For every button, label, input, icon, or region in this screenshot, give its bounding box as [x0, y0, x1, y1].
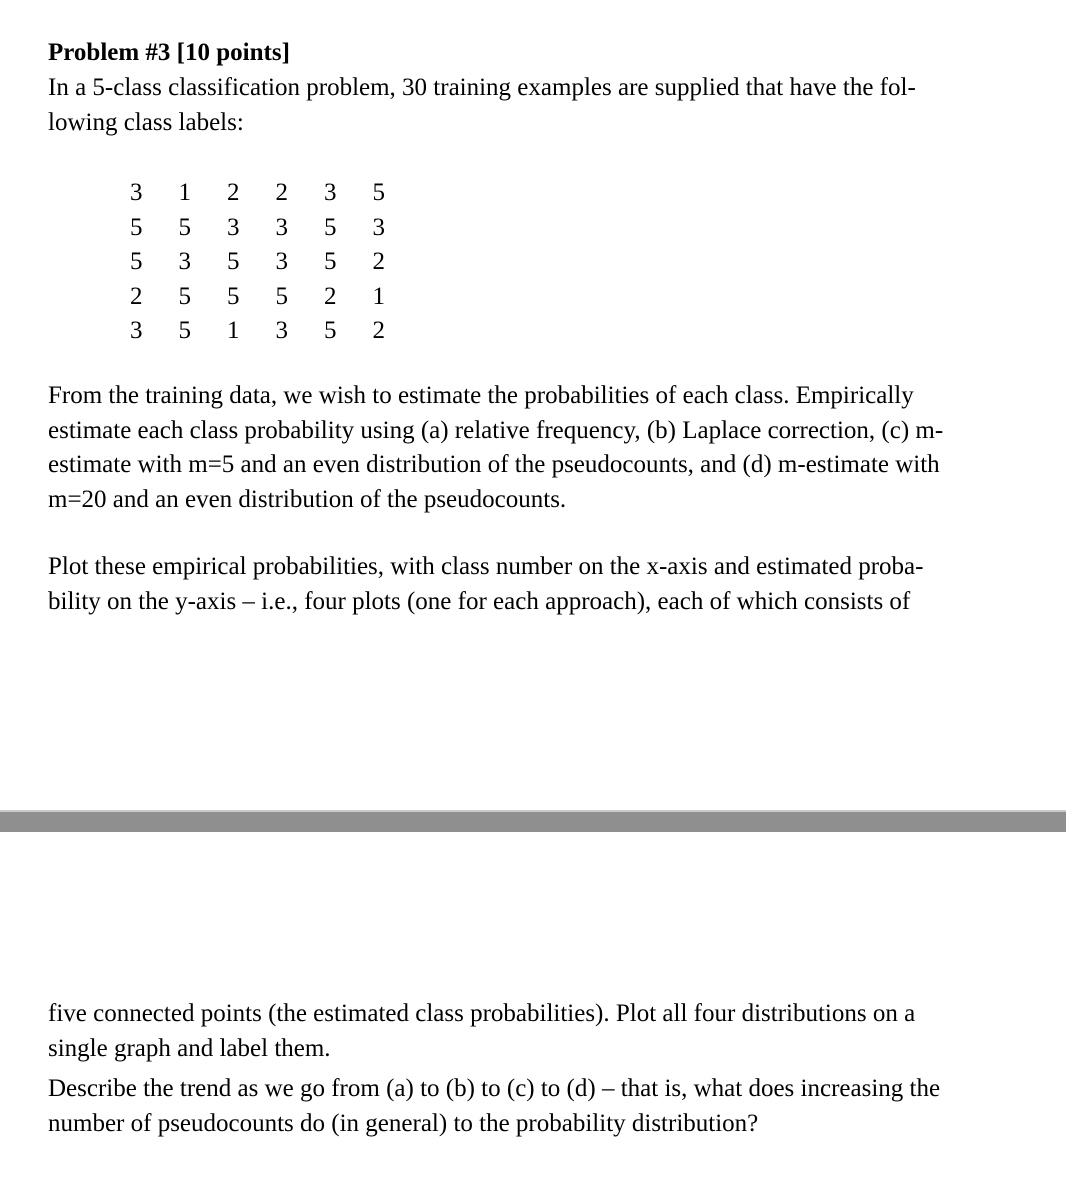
plot-line: five connected points (the estimated class probabilities). Plot all four distributions on a [48, 1000, 916, 1027]
label-cell: 5 [178, 213, 191, 241]
label-cell: 5 [178, 282, 191, 310]
label-cell: 1 [178, 179, 191, 207]
plot-paragraph-bottom [48, 997, 1038, 1066]
label-cell: 5 [227, 248, 240, 276]
label-cell: 3 [178, 248, 191, 276]
intro-paragraph [48, 71, 1038, 140]
label-cell: 5 [227, 282, 240, 310]
label-cell: 3 [324, 179, 337, 207]
labels-row-5 [112, 314, 403, 349]
class-labels-table [112, 176, 403, 349]
label-cell: 2 [324, 282, 337, 310]
label-cell: 5 [324, 213, 337, 241]
plot-paragraph-top [48, 550, 1038, 619]
label-cell: 3 [275, 213, 288, 241]
plot-line: bility on the y-axis – i.e., four plots (one for each approach), each of which consists of [48, 587, 911, 615]
label-cell: 2 [372, 248, 385, 276]
labels-row-3 [112, 245, 403, 280]
label-cell: 1 [372, 282, 385, 310]
plot-line: single graph and label them. [48, 1034, 331, 1062]
intro-line: In a 5-class classification problem, 30 training examples are supplied that have the fol- [48, 74, 916, 101]
label-cell: 5 [178, 317, 191, 345]
label-cell: 5 [130, 248, 143, 276]
label-cell: 2 [227, 179, 240, 207]
label-cell: 2 [275, 179, 288, 207]
label-cell: 3 [130, 179, 143, 207]
problem-title: Problem #3 [10 points] [48, 39, 290, 66]
label-cell: 5 [130, 213, 143, 241]
labels-row-1 [112, 176, 403, 211]
label-cell: 5 [324, 317, 337, 345]
trend-line: number of pseudocounts do (in general) to the probability distribution? [48, 1109, 759, 1137]
label-cell: 3 [275, 248, 288, 276]
labels-row-4 [112, 280, 403, 315]
label-cell: 5 [275, 282, 288, 310]
plot-line: Plot these empirical probabilities, with class number on the x-axis and estimated proba- [48, 553, 924, 580]
label-cell: 3 [130, 317, 143, 345]
labels-row-2 [112, 211, 403, 246]
label-cell: 3 [227, 213, 240, 241]
trend-line: Describe the trend as we go from (a) to (b) to (c) to (d) – that is, what does increasing the [48, 1075, 941, 1102]
label-cell: 1 [227, 317, 240, 345]
label-cell: 5 [324, 248, 337, 276]
page-bottom [0, 832, 1066, 1198]
estimate-paragraph [48, 379, 1038, 517]
trend-paragraph [48, 1072, 1038, 1141]
estimate-line: From the training data, we wish to estimate the probabilities of each class. Empirically [48, 382, 914, 409]
intro-line: lowing class labels: [48, 108, 244, 136]
estimate-line: estimate with m=5 and an even distribution of the pseudocounts, and (d) m-estimate with [48, 451, 940, 478]
estimate-line: m=20 and an even distribution of the pseudocounts. [48, 485, 567, 513]
label-cell: 2 [130, 282, 143, 310]
label-cell: 5 [372, 179, 385, 207]
page-break-divider [0, 810, 1066, 832]
label-cell: 3 [372, 213, 385, 241]
label-cell: 3 [275, 317, 288, 345]
label-cell: 2 [372, 317, 385, 345]
estimate-line: estimate each class probability using (a) relative frequency, (b) Laplace correction, (c) m- [48, 416, 944, 444]
